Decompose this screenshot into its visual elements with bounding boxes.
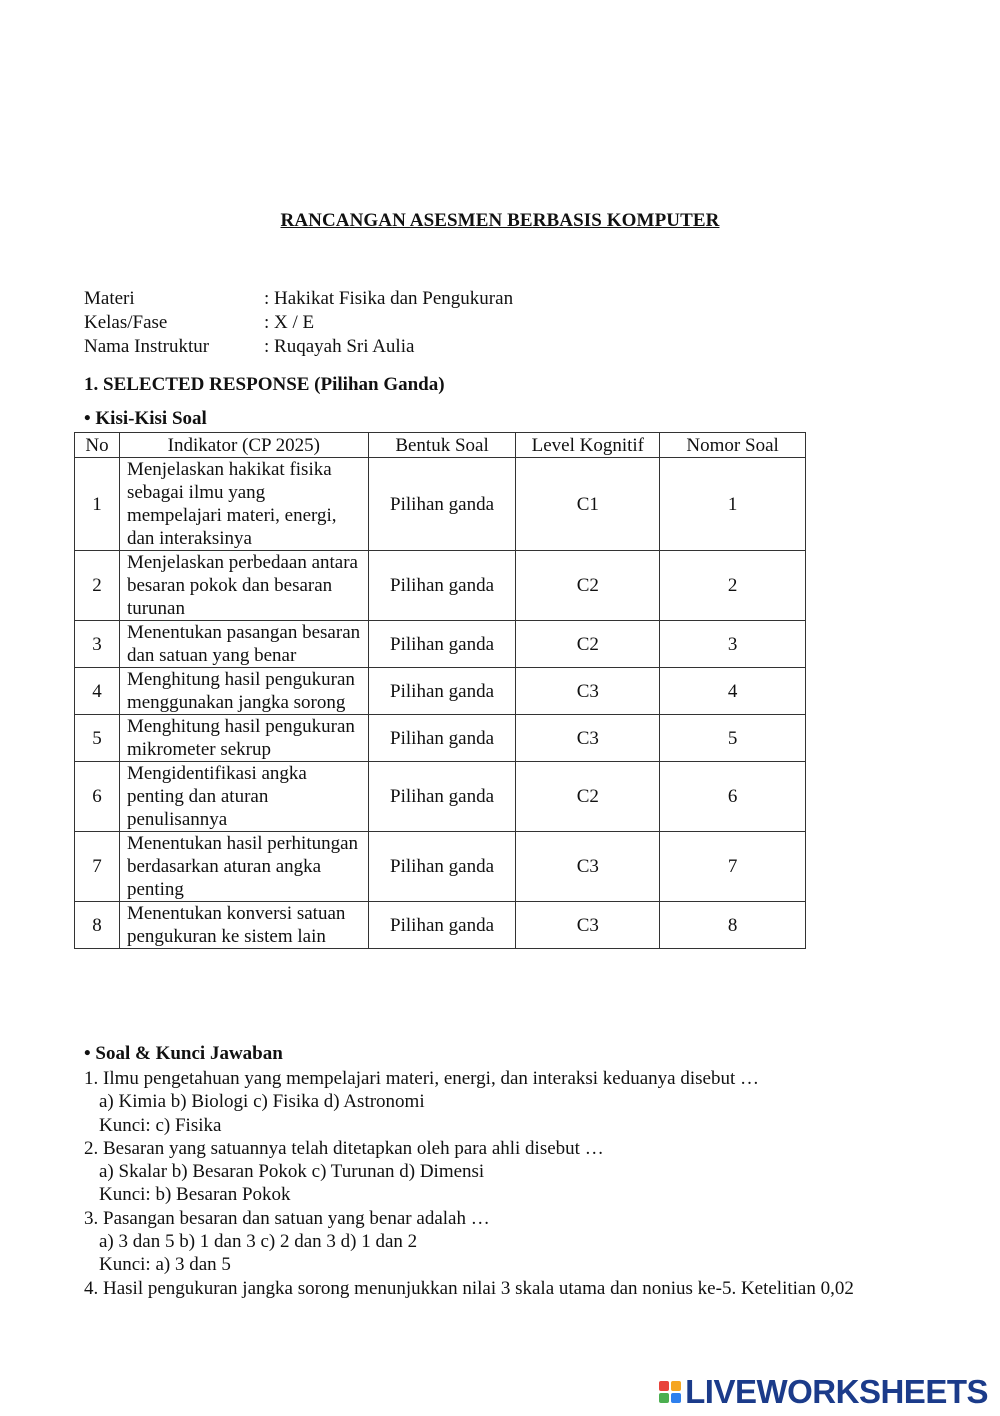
header-level: Level Kognitif: [516, 433, 660, 458]
table-row: [75, 458, 806, 551]
kisi-table: [74, 432, 806, 949]
table-row: [75, 668, 806, 715]
questions-block: [84, 1067, 984, 1300]
cell-level: C2: [516, 621, 660, 668]
header-bentuk: Bentuk Soal: [368, 433, 516, 458]
kisi-heading: • Kisi-Kisi Soal: [84, 408, 207, 429]
logo-square-icon: [659, 1381, 669, 1391]
question-options: a) Kimia b) Biologi c) Fisika d) Astronomi: [99, 1091, 425, 1113]
header-no: No: [75, 433, 120, 458]
logo-square-icon: [659, 1393, 669, 1403]
cell-level: C3: [516, 902, 660, 949]
cell-bentuk: Pilihan ganda: [368, 458, 516, 551]
cell-indikator: Menentukan pasangan besaran dan satuan yang benar: [119, 621, 368, 668]
cell-indikator: Mengidentifikasi angka penting dan aturan penulisannya: [119, 762, 368, 832]
question-text: 2. Besaran yang satuannya telah ditetapkan oleh para ahli disebut …: [84, 1137, 604, 1159]
cell-no: 6: [75, 762, 120, 832]
brand-text: LIVEWORKSHEETS: [685, 1373, 988, 1410]
cell-no: 8: [75, 902, 120, 949]
soal-heading: • Soal & Kunci Jawaban: [84, 1043, 283, 1064]
cell-no: 7: [75, 832, 120, 902]
liveworksheets-logo-icon: [659, 1381, 681, 1403]
question-text: 3. Pasangan besaran dan satuan yang benar adalah …: [84, 1207, 490, 1229]
answer-key: Kunci: a) 3 dan 5: [99, 1254, 231, 1276]
cell-nomor: 3: [660, 621, 806, 668]
cell-level: C2: [516, 762, 660, 832]
question-text: 4. Hasil pengukuran jangka sorong menunjukkan nilai 3 skala utama dan nonius ke-5. Ketelitian 0,02: [84, 1277, 854, 1299]
cell-bentuk: Pilihan ganda: [368, 668, 516, 715]
question-options: a) 3 dan 5 b) 1 dan 3 c) 2 dan 3 d) 1 dan 2: [99, 1231, 418, 1253]
section-title: 1. SELECTED RESPONSE (Pilihan Ganda): [84, 374, 445, 395]
cell-level: C3: [516, 832, 660, 902]
table-row: [75, 902, 806, 949]
question-options: a) Skalar b) Besaran Pokok c) Turunan d) Dimensi: [99, 1161, 485, 1183]
cell-level: C3: [516, 668, 660, 715]
answer-key: Kunci: c) Fisika: [99, 1114, 222, 1136]
liveworksheets-brand: [659, 1374, 988, 1410]
cell-no: 2: [75, 551, 120, 621]
cell-indikator: Menjelaskan hakikat fisika sebagai ilmu yang mempelajari materi, energi, dan interaksinya: [119, 458, 368, 551]
cell-bentuk: Pilihan ganda: [368, 832, 516, 902]
cell-indikator: Menentukan hasil perhitungan berdasarkan aturan angka penting: [119, 832, 368, 902]
meta-label: Nama Instruktur: [84, 336, 210, 357]
meta-label: Materi: [84, 288, 135, 309]
header-nomor: Nomor Soal: [660, 433, 806, 458]
table-row: [75, 762, 806, 832]
table-row: [75, 832, 806, 902]
meta-block: [84, 287, 513, 359]
cell-indikator: Menjelaskan perbedaan antara besaran pokok dan besaran turunan: [119, 551, 368, 621]
meta-row-materi: [84, 287, 513, 311]
cell-nomor: 6: [660, 762, 806, 832]
document-title: RANCANGAN ASESMEN BERBASIS KOMPUTER: [280, 210, 720, 231]
table-row: [75, 621, 806, 668]
cell-nomor: 1: [660, 458, 806, 551]
cell-bentuk: Pilihan ganda: [368, 621, 516, 668]
cell-level: C2: [516, 551, 660, 621]
cell-no: 1: [75, 458, 120, 551]
cell-nomor: 8: [660, 902, 806, 949]
question-text: 1. Ilmu pengetahuan yang mempelajari materi, energi, dan interaksi keduanya disebut …: [84, 1068, 759, 1089]
meta-label: Kelas/Fase: [84, 312, 168, 333]
cell-bentuk: Pilihan ganda: [368, 762, 516, 832]
cell-no: 3: [75, 621, 120, 668]
meta-value: : X / E: [264, 312, 315, 333]
cell-bentuk: Pilihan ganda: [368, 715, 516, 762]
meta-row-kelas: [84, 311, 513, 335]
table-row: [75, 551, 806, 621]
cell-bentuk: Pilihan ganda: [368, 551, 516, 621]
cell-bentuk: Pilihan ganda: [368, 902, 516, 949]
cell-indikator: Menghitung hasil pengukuran menggunakan jangka sorong: [119, 668, 368, 715]
cell-indikator: Menghitung hasil pengukuran mikrometer sekrup: [119, 715, 368, 762]
cell-nomor: 4: [660, 668, 806, 715]
logo-square-icon: [671, 1381, 681, 1391]
table-row: [75, 715, 806, 762]
cell-level: C3: [516, 715, 660, 762]
cell-level: C1: [516, 458, 660, 551]
cell-indikator: Menentukan konversi satuan pengukuran ke sistem lain: [119, 902, 368, 949]
header-indikator: Indikator (CP 2025): [119, 433, 368, 458]
meta-value: : Ruqayah Sri Aulia: [264, 336, 415, 357]
table-header-row: [75, 433, 806, 458]
logo-square-icon: [671, 1393, 681, 1403]
cell-no: 5: [75, 715, 120, 762]
cell-nomor: 2: [660, 551, 806, 621]
cell-no: 4: [75, 668, 120, 715]
answer-key: Kunci: b) Besaran Pokok: [99, 1184, 291, 1206]
cell-nomor: 7: [660, 832, 806, 902]
cell-nomor: 5: [660, 715, 806, 762]
meta-row-instruktur: [84, 335, 513, 359]
meta-value: : Hakikat Fisika dan Pengukuran: [264, 288, 514, 309]
